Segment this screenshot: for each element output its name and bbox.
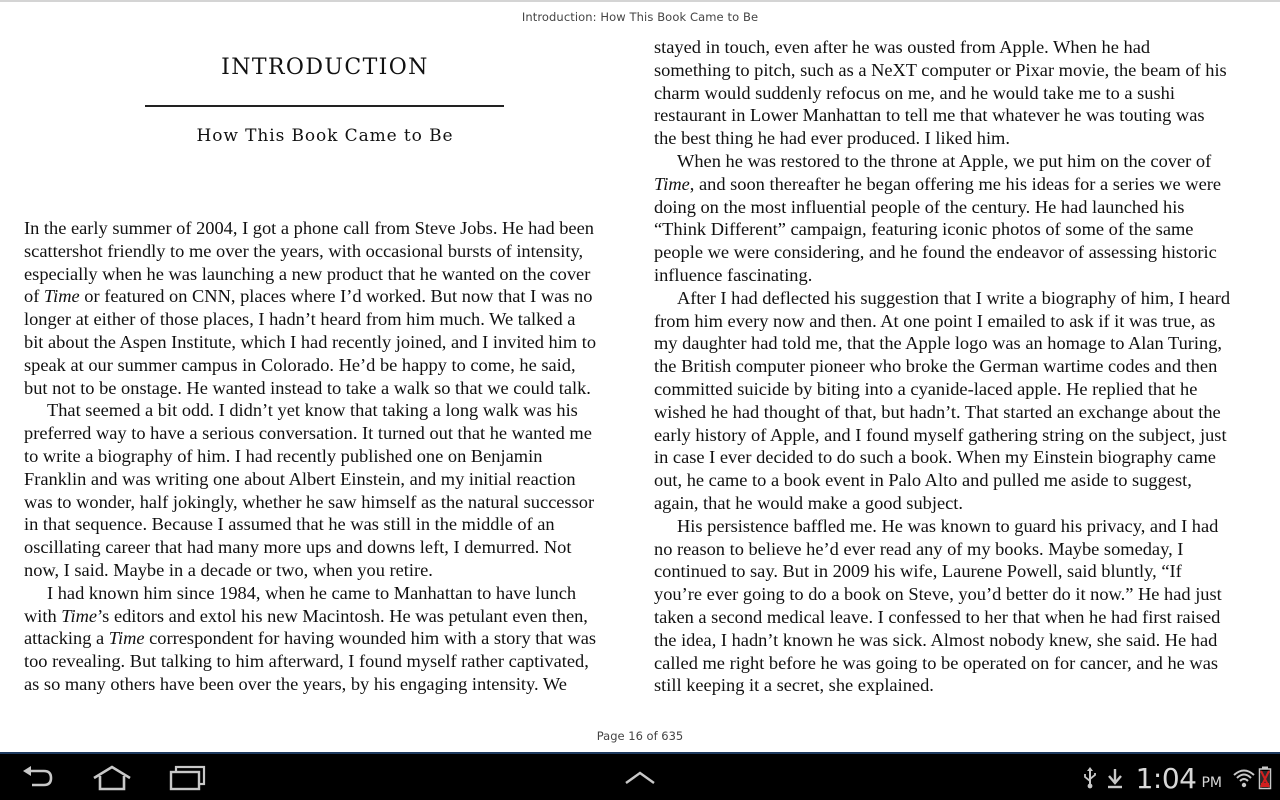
text-run: to write a biography of him. I had recently published one on Benjamin bbox=[24, 445, 543, 466]
text-run: bit about the Aspen Institute, which I had recently joined, and I invited him to bbox=[24, 331, 597, 352]
text-run: That seemed a bit odd. I didn’t yet know that taking a long walk was his bbox=[47, 400, 578, 421]
text-line bbox=[654, 332, 1258, 355]
text-run: committed suicide by biting into a cyanide-laced apple. He replied that he bbox=[654, 378, 1198, 399]
text-line bbox=[24, 354, 630, 377]
text-line bbox=[654, 492, 1258, 515]
download-icon bbox=[1106, 767, 1124, 789]
text-line bbox=[654, 310, 1258, 333]
system-navigation-bar bbox=[0, 752, 1280, 800]
clock-ampm: PM bbox=[1201, 775, 1222, 791]
text-line bbox=[24, 240, 630, 263]
text-run: called me right before he was going to be operated on for cancer, and he was bbox=[654, 652, 1219, 673]
text-run: the British computer pioneer who broke the German wartime codes and then bbox=[654, 356, 1218, 377]
text-line bbox=[654, 606, 1258, 629]
text-run: of bbox=[24, 286, 44, 307]
text-run: influence fascinating. bbox=[654, 264, 813, 285]
recent-apps-icon bbox=[168, 765, 208, 791]
text-line bbox=[24, 422, 630, 445]
text-run: attacking a bbox=[24, 628, 109, 649]
text-run: something to pitch, such as a NeXT computer or Pixar movie, the beam of his bbox=[654, 59, 1227, 80]
wifi-icon bbox=[1232, 767, 1256, 789]
text-line bbox=[654, 378, 1258, 401]
text-run: longer at either of those places, I hadn’t heard from him much. We talked a bbox=[24, 309, 576, 330]
text-run: with bbox=[24, 605, 62, 626]
text-run: in that sequence. Because I assumed that he was still in the middle of an bbox=[24, 514, 555, 535]
text-line bbox=[654, 36, 1258, 59]
recent-apps-button[interactable] bbox=[166, 764, 210, 792]
text-run: people we were considering, and he found the endeavor of assessing historic bbox=[654, 242, 1217, 263]
text-line bbox=[654, 560, 1258, 583]
text-line bbox=[654, 424, 1258, 447]
text-line bbox=[654, 446, 1258, 469]
text-line bbox=[654, 515, 1258, 538]
text-line bbox=[24, 582, 630, 605]
text-line bbox=[654, 127, 1258, 150]
text-line bbox=[654, 218, 1258, 241]
text-line bbox=[24, 559, 630, 582]
text-line bbox=[654, 196, 1258, 219]
text-line bbox=[654, 241, 1258, 264]
text-line bbox=[24, 627, 630, 650]
text-line bbox=[654, 355, 1258, 378]
text-run: taken a second medical leave. I confessed to her that when he had first raised bbox=[654, 606, 1221, 627]
text-run: still keeping it a secret, she explained. bbox=[654, 675, 934, 696]
text-line bbox=[24, 445, 630, 468]
text-line bbox=[654, 652, 1258, 675]
text-run: “Think Different” campaign, featuring iconic photos of some of the same bbox=[654, 219, 1194, 240]
battery-icon bbox=[1258, 766, 1272, 790]
italic-text: Time bbox=[61, 605, 98, 626]
chapter-subtitle: How This Book Came to Be bbox=[196, 126, 454, 146]
italic-text: Time bbox=[654, 173, 690, 194]
text-run: too revealing. But talking to him afterward, I found myself rather captivated, bbox=[24, 651, 589, 672]
text-run: Franklin and was writing one about Albert Einstein, and my initial reaction bbox=[24, 468, 576, 489]
text-run: wished he had thought of that, but hadn’t. That started an exchange about the bbox=[654, 401, 1221, 422]
text-run: oscillating career that had many more ups and downs left, I demurred. Not bbox=[24, 537, 572, 558]
chapter-title: INTRODUCTION bbox=[221, 55, 429, 80]
running-header: Introduction: How This Book Came to Be bbox=[521, 10, 759, 24]
text-run: speak at our summer campus in Colorado. He’d be happy to come, he said, bbox=[24, 354, 576, 375]
text-run: After I had deflected his suggestion that I write a biography of him, I heard bbox=[677, 287, 1231, 308]
back-button[interactable] bbox=[16, 764, 60, 792]
text-line bbox=[24, 377, 630, 400]
text-line bbox=[654, 401, 1258, 424]
text-line bbox=[24, 285, 630, 308]
menu-up-icon bbox=[622, 768, 658, 788]
text-line bbox=[24, 605, 630, 628]
text-line bbox=[24, 331, 630, 354]
text-run: ’s editors and extol his new Macintosh. He was petulant even then, bbox=[97, 605, 588, 626]
text-run: When he was restored to the throne at Apple, we put him on the cover of bbox=[677, 150, 1212, 171]
text-run: I had known him since 1984, when he came to Manhattan to have lunch bbox=[47, 582, 577, 603]
italic-text: Time bbox=[108, 628, 145, 649]
text-run: was to wonder, half jokingly, whether he saw himself as the natural successor bbox=[24, 491, 595, 512]
text-run: from him every now and then. At one point I emailed to ask if it was true, as bbox=[654, 310, 1216, 331]
text-run: In the early summer of 2004, I got a phone call from Steve Jobs. He had been bbox=[24, 218, 594, 238]
text-line bbox=[24, 491, 630, 514]
text-run: the best thing he had ever produced. I liked him. bbox=[654, 128, 1010, 149]
title-divider bbox=[145, 105, 504, 107]
back-icon bbox=[20, 765, 56, 791]
text-line bbox=[654, 264, 1258, 287]
text-line bbox=[654, 287, 1258, 310]
home-icon bbox=[90, 764, 134, 792]
menu-button[interactable] bbox=[618, 764, 662, 792]
text-line bbox=[24, 217, 630, 240]
right-column-text bbox=[654, 36, 1258, 697]
text-line bbox=[24, 513, 630, 536]
page-indicator: Page 16 of 635 bbox=[596, 729, 684, 743]
text-run: His persistence baffled me. He was known to guard his privacy, and I had bbox=[677, 515, 1219, 536]
status-area[interactable] bbox=[1082, 758, 1272, 798]
text-run: or featured on CNN, places where I’d worked. But now that I was no bbox=[79, 286, 593, 307]
text-line bbox=[654, 59, 1258, 82]
text-run: you’re ever going to do a book on Steve, you’d better do it now.” He had just bbox=[654, 584, 1222, 605]
text-run: the idea, I hadn’t known he was sick. Almost nobody knew, she said. He had bbox=[654, 629, 1218, 650]
text-run: stayed in touch, even after he was ousted from Apple. When he had bbox=[654, 37, 1151, 57]
italic-text: Time bbox=[43, 286, 80, 307]
text-line bbox=[654, 583, 1258, 606]
text-run: but not to be onstage. He wanted instead to take a walk so that we could talk. bbox=[24, 377, 591, 398]
text-run: scattershot friendly to me over the years, with occasional bursts of intensity, bbox=[24, 240, 584, 261]
text-line bbox=[24, 399, 630, 422]
text-line bbox=[654, 173, 1258, 196]
text-run: in case I ever decided to do such a book. When my Einstein biography came bbox=[654, 447, 1216, 468]
text-run: , and soon thereafter he began offering me his ideas for a series we were bbox=[689, 173, 1222, 194]
text-run: no reason to believe he’d ever read any of my books. Maybe someday, I bbox=[654, 538, 1184, 559]
text-run: as so many others have been over the years, by his engaging intensity. We bbox=[24, 673, 567, 694]
text-line bbox=[654, 150, 1258, 173]
text-line bbox=[654, 82, 1258, 105]
usb-icon bbox=[1082, 767, 1098, 789]
text-line bbox=[654, 674, 1258, 697]
text-run: charm would suddenly refocus on me, and he would take me to a sushi bbox=[654, 82, 1175, 103]
text-line bbox=[24, 536, 630, 559]
text-line bbox=[24, 673, 630, 696]
text-run: now, I said. Maybe in a decade or two, when you retire. bbox=[24, 559, 433, 580]
text-run: continued to say. But in 2009 his wife, Laurene Powell, said bluntly, “If bbox=[654, 561, 1182, 582]
left-column-text bbox=[24, 217, 630, 696]
clock: 1:04 bbox=[1135, 761, 1197, 795]
text-line bbox=[654, 538, 1258, 561]
text-line bbox=[654, 469, 1258, 492]
text-line bbox=[654, 629, 1258, 652]
text-line bbox=[654, 104, 1258, 127]
text-line bbox=[24, 308, 630, 331]
text-line bbox=[24, 263, 630, 286]
text-run: my daughter had told me, that the Apple logo was an homage to Alan Turing, bbox=[654, 333, 1222, 354]
text-run: correspondent for having wounded him with a story that was bbox=[144, 628, 597, 649]
text-run: again, that he would make a good subject. bbox=[654, 492, 963, 513]
text-run: doing on the most influential people of the century. He had launched his bbox=[654, 196, 1185, 217]
text-line bbox=[24, 650, 630, 673]
text-run: early history of Apple, and I found myself gathering string on the subject, just bbox=[654, 424, 1227, 445]
text-run: preferred way to have a serious conversation. It turned out that he wanted me bbox=[24, 423, 592, 444]
text-run: especially when he was launching a new product that he wanted on the cover bbox=[24, 263, 591, 284]
home-button[interactable] bbox=[90, 764, 134, 792]
text-run: restaurant in Lower Manhattan to tell me that whatever he was touting was bbox=[654, 105, 1205, 126]
text-line bbox=[24, 468, 630, 491]
text-run: out, he came to a book event in Palo Alto and pulled me aside to suggest, bbox=[654, 470, 1192, 491]
